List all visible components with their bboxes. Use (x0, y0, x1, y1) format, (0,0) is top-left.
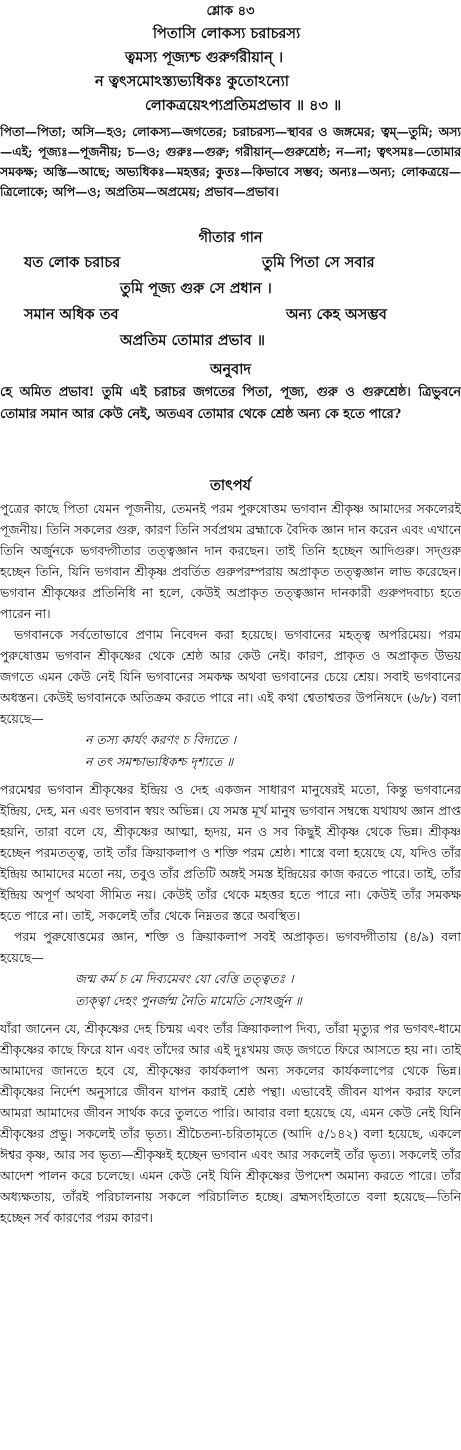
song-line-1 (0, 250, 461, 276)
purport-paragraph-4: পরম পুরুষোত্তমের জ্ঞান, শক্তি ও ক্রিয়াকলাপ সবই অপ্রাকৃত। ভগবদ্গীতায় (৪/৯) বলা হয়েছে— (0, 929, 461, 965)
purport-paragraph-5: যাঁরা জানেন যে, শ্রীকৃষ্ণের দেহ চিন্ময় এবং তাঁর ক্রিয়াকলাপ দিব্য, তাঁরা মৃত্যুর পর ভগবৎ-ধামে শ্রীকৃষ্ণের কাছে ফিরে যান এবং তাঁদের আর এই দুঃখময় জড় জগতে ফিরে আসতে হয় না। তাই আমাদের জানতে হবে যে, শ্রীকৃষ্ণের কার্যকলাপ অন্য সকলের কার্যকলাপের থেকে ভিন্ন। শ্রীকৃষ্ণের নির্দেশ অনুসারে জীবন যাপন করাই শ্রেষ্ঠ পন্থা। এভাবেই জীবন যাপন করার ফলে আমরা আমাদের জীবন সার্থক করে তুলতে পারি। আবার বলা হয়েছে যে, এমন কেউ নেই যিনি শ্রীকৃষ্ণের প্রভু। সকলেই তাঁর ভৃত্য। শ্রীচৈতন্য-চরিতামৃতে (আদি ৫/১৪২) বলা হয়েছে, একলে ঈশ্বর কৃষ্ণ, আর সব ভৃত্য—শ্রীকৃষ্ণই হচ্ছেন ভগবান এবং আর সকলেই তাঁর ভৃত্য। সকলেই তাঁর আদেশ পালন করে চলেছে। এমন কেউ নেই যিনি শ্রীকৃষ্ণের উপদেশ অমান্য করতে পারে। তাঁর অধ্যক্ষতায়, তাঁরই পরিচালনায় সকলে পরিচালিত হচ্ছে। ব্রহ্মসংহিতাতে বলা হয়েছে—তিনি হচ্ছেন সর্ব কারণের পরম কারণ। (0, 1021, 461, 1225)
upanishad-quote-line-1: ন তস্য কার্যং করণং চ বিদ্যতে । (85, 732, 237, 747)
upanishad-quote-line-2: ন তৎ সমশ্চাভ্যধিকশ্চ দৃশ্যতে ॥ (85, 754, 234, 769)
song-section (0, 226, 461, 354)
song-line-2-text: তুমি পূজ্য গুরু সে প্রধান । (120, 280, 272, 297)
purport-paragraph-1: পুত্রের কাছে পিতা যেমন পূজনীয়, তেমনই পরম পুরুষোত্তম ভগবান শ্রীকৃষ্ণ আমাদের সকলেরই পূজনীয়। তিনি সকলের গুরু, কারণ তিনি সর্বপ্রথম ব্রহ্মাকে বৈদিক জ্ঞান দান করেন এবং এখানে তিনি অর্জুনকে ভগবদ্গীতার তত্ত্বজ্ঞান দান করছেন। তাই তিনি হচ্ছেন আদিগুরু। সদ্গুরু হচ্ছেন তিনি, যিনি ভগবান শ্রীকৃষ্ণ প্রবর্তিত গুরুপরম্পরায় অপ্রাকৃত তত্ত্বজ্ঞান লাভ করেছেন। ভগবান শ্রীকৃষ্ণের প্রতিনিধি না হলে, কেউই অপ্রাকৃত তত্ত্বজ্ঞান দানকারী গুরুপদবাচ্য হতে পারেন না। (0, 501, 461, 621)
purport-heading: তাৎপর্য (209, 477, 252, 494)
translation-heading: অনুবাদ (209, 361, 252, 378)
purport-section (0, 474, 461, 1228)
gita-quote-line-2: ত্যক্ত্বা দেহং পুনর্জন্ম নৈতি মামেতি সোঽর্জুন ॥ (75, 993, 302, 1008)
purport-paragraph-3: পরমেশ্বর ভগবান শ্রীকৃষ্ণের ইন্দ্রিয় ও দেহ একজন সাধারণ মানুষেরই মতো, কিন্তু ভগবানের ইন্দ্রিয়, দেহ, মন এবং ভগবান স্বয়ং অভিন্ন। যে সমস্ত মূর্খ মানুষ ভগবান সম্বন্ধে যথাযথ জ্ঞান প্রাপ্ত হয়নি, তারা বলে যে, শ্রীকৃষ্ণের আত্মা, হৃদয়, মন ও সব কিছুই শ্রীকৃষ্ণ থেকে ভিন্ন। শ্রীকৃষ্ণ হচ্ছেন পরমতত্ত্ব, তাই তাঁর ক্রিয়াকলাপ ও শক্তি পরম শ্রেষ্ঠ। শাস্ত্রে বলা হয়েছে যে, যদিও তাঁর ইন্দ্রিয় আমাদের মতো নয়, তবুও তাঁর প্রতিটি অঙ্গই সমস্ত ইন্দ্রিয়ের কাজ করতে পারে। তাই, তাঁর ইন্দ্রিয় অপূর্ণ অথবা সীমিত নয়। কেউই তাঁর থেকে মহত্তর হতে পারে না। কেউই তাঁর সমকক্ষ হতে পারে না। তাই, সকলেই তাঁর থেকে নিম্নতর স্তরে অবস্থিত। (0, 782, 461, 923)
verse-header (0, 2, 461, 22)
word-meaning-section (0, 122, 461, 202)
song-line-1b: তুমি পিতা সে সবার (262, 254, 375, 271)
translation-section (0, 358, 461, 426)
verse-line-2: ত্বমস্য পূজ্যশ্চ গুরুর্গরীয়ান্ । (125, 49, 284, 66)
verse-line-3: ন ত্বৎসমোঽস্ত্যভ্যধিকঃ কুতোঽন্যো (95, 73, 289, 90)
song-line-3 (0, 302, 461, 328)
song-line-4-text: অপ্রতিম তোমার প্রভাব ॥ (120, 332, 265, 349)
verse-line-4: লোকত্রয়েঽপ্যপ্রতিমপ্রভাব ॥ ৪৩ ॥ (145, 97, 342, 114)
song-line-1a: যত লোক চরাচর (24, 254, 121, 271)
translation-text: হে অমিত প্রভাব! তুমি এই চরাচর জগতের পিতা, পূজ্য, গুরু ও গুরুশ্রেষ্ঠ। ত্রিভুবনে তোমার সমান আর কেউ নেই, অতএব তোমার থেকে শ্রেষ্ঠ অন্য কে হতে পারে? (0, 385, 461, 422)
purport-paragraph-2: ভগবানকে সর্বতোভাবে প্রণাম নিবেদন করা হয়েছে। ভগবানের মহত্ত্ব অপরিমেয়। পরম পুরুষোত্তম ভগবান শ্রীকৃষ্ণের থেকে শ্রেষ্ঠ আর কেউ নেই। কারণ, প্রাকৃত ও অপ্রাকৃত উভয় জগতে এমন কেউ নেই যিনি ভগবানের সমকক্ষ অথবা ভগবানের চেয়ে শ্রেয়। সবাই ভগবানের অধস্তন। কেউই ভগবানকে অতিক্রম করতে পারে না। এই কথা শ্বেতাশ্বতর উপনিষদে (৬/৮) বলা হয়েছে— (0, 627, 461, 726)
song-line-3b: অন্য কেহ অসম্ভব (286, 306, 387, 323)
song-heading: গীতার গান (198, 229, 263, 246)
sanskrit-verse (0, 22, 461, 118)
verse-line-1: পিতাসি লোকস্য চরাচরস্য (152, 25, 301, 42)
word-meaning-text: পিতা—পিতা; অসি—হও; লোকস্য—জগতের; চরাচরস্য—স্থাবর ও জঙ্গমের; ত্বম্—তুমি; অস্য—এই; পূজ্যঃ—পূজনীয়; চ—ও; গুরুঃ—গুরু; গরীয়ান্—গুরুশ্রেষ্ঠ; ন—না; ত্বৎসমঃ—তোমার সমকক্ষ; অস্তি—আছে; অভ্যধিকঃ—মহত্তর; কুতঃ—কিভাবে সম্ভব; অন্যঃ—অন্য; লোকত্রয়ে—ত্রিলোকে; অপি—ও; অপ্রতিম—অপ্রমেয়; প্রভাব—প্রভাব। (0, 124, 461, 199)
verse-number: শ্লোক ৪৩ (206, 4, 255, 19)
gita-quote-line-1: জন্ম কর্ম চ মে দিব্যমেবং যো বেত্তি তত্ত্বতঃ । (75, 971, 294, 986)
song-line-2 (0, 276, 461, 302)
song-line-3a: সমান অধিক তব (24, 306, 119, 323)
song-line-4 (0, 328, 461, 354)
